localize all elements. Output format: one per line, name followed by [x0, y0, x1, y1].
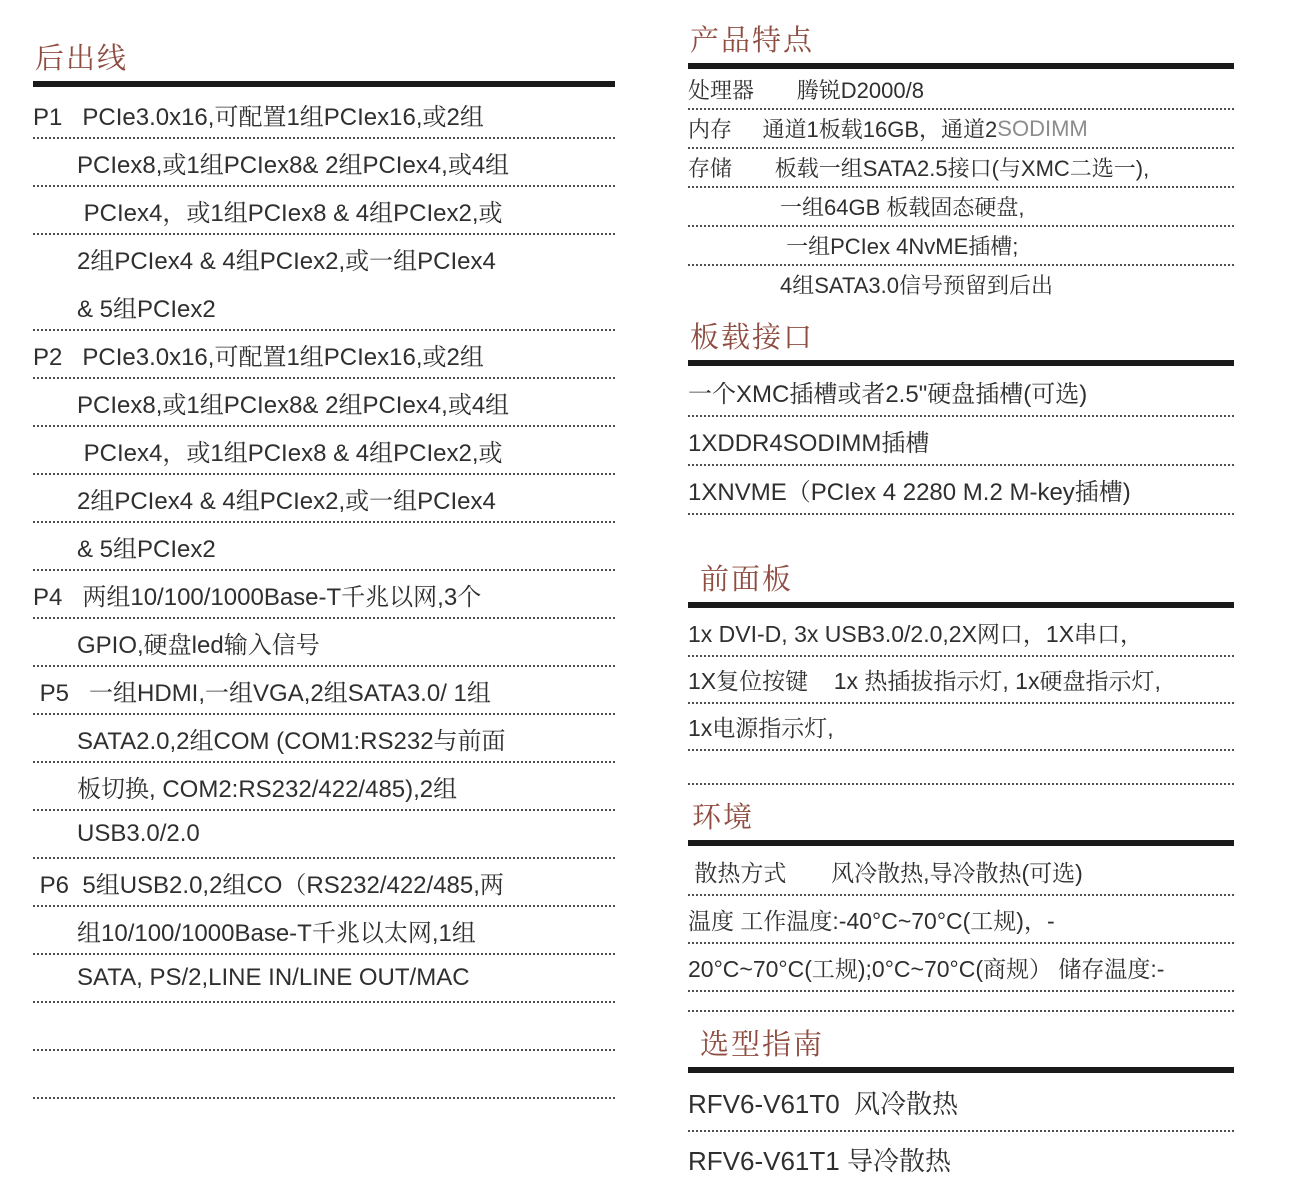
- spec-line: [688, 1075, 1234, 1132]
- heading-rule: [688, 63, 1234, 69]
- spec-line: [33, 715, 615, 763]
- spec-line: [688, 110, 1234, 149]
- spec-line-text: 组10/100/1000Base-T千兆以太网,1组: [77, 919, 476, 947]
- onboard-title: 板载接口: [690, 322, 815, 354]
- spec-line-text: RFV6-V61T1 导冷散热: [688, 1146, 951, 1176]
- spec-line: [33, 1003, 615, 1051]
- env-title: 环境: [692, 802, 755, 834]
- spec-line: [688, 848, 1234, 896]
- spec-line: [33, 619, 615, 667]
- spec-line: [33, 91, 615, 139]
- spec-line-text: 20°C~70°C(工规);0°C~70°C(商规） 储存温度:-: [688, 955, 1165, 982]
- spec-line-text: 存储 板载一组SATA2.5接口(与XMC二选一),: [688, 156, 1150, 181]
- spec-line: [33, 475, 615, 523]
- spec-line: [33, 283, 615, 331]
- spec-line: [688, 466, 1234, 515]
- front-title: 前面板: [700, 564, 794, 596]
- spec-line: [33, 763, 615, 811]
- spec-line-text: 一个XMC插槽或者2.5"硬盘插槽(可选): [688, 381, 1088, 408]
- dotted-separator: [688, 783, 1234, 785]
- spec-line: [33, 859, 615, 907]
- spec-line-text: & 5组PCIex2: [77, 295, 216, 323]
- spec-line-text: 1x电源指示灯,: [688, 715, 834, 741]
- spec-line-text: P6 5组USB2.0,2组CO（RS232/422/485,两: [33, 871, 504, 899]
- spec-line-text: P4 两组10/100/1000Base-T千兆以网,3个: [33, 583, 482, 611]
- spec-line-text: PCIex8,或1组PCIex8& 2组PCIex4,或4组: [77, 391, 510, 419]
- spec-line: [33, 235, 615, 283]
- spec-line-text: 1X复位按键 1x 热插拔指示灯, 1x硬盘指示灯,: [688, 668, 1161, 694]
- spec-line-text: PCIex4，或1组PCIex8 & 4组PCIex2,或: [77, 199, 503, 227]
- spec-line: [33, 955, 615, 1003]
- select-section: [688, 1010, 1234, 1189]
- spec-line-text: 内存 通道1板载16GB，通道2: [688, 117, 998, 142]
- spec-line-text: P1 PCIe3.0x16,可配置1组PCIex16,或2组: [33, 103, 484, 131]
- heading-rule: [33, 81, 615, 87]
- spec-line-text: 1x DVI-D, 3x USB3.0/2.0,2X网口，1X串口，: [688, 621, 1144, 647]
- spec-line: [688, 896, 1234, 944]
- spec-line-text: 温度 工作温度:-40°C~70°C(工规)，-: [688, 907, 1055, 934]
- spec-line-muted-text: SODIMM: [997, 115, 1088, 141]
- spec-line: [33, 331, 615, 379]
- spec-line-text: RFV6-V61T0 风冷散热: [688, 1089, 959, 1119]
- heading-rule: [688, 1067, 1234, 1073]
- spec-line-text: P2 PCIe3.0x16,可配置1组PCIex16,或2组: [33, 343, 484, 371]
- spec-line: [688, 368, 1234, 417]
- spec-line: [688, 188, 1234, 227]
- heading-rule: [688, 360, 1234, 366]
- spec-line-text: GPIO,硬盘led输入信号: [77, 631, 320, 659]
- env-section: [688, 783, 1234, 992]
- spec-line-text: 4组SATA3.0信号预留到后出: [780, 273, 1054, 298]
- spec-line: [33, 523, 615, 571]
- spec-line: [688, 266, 1234, 305]
- spec-line-text: SATA2.0,2组COM (COM1:RS232与前面: [77, 727, 506, 755]
- spec-line-text: 1XNVME（PCIex 4 2280 M.2 M-key插槽): [688, 479, 1131, 506]
- spec-line: [688, 704, 1234, 751]
- spec-line: [688, 657, 1234, 704]
- select-title: 选型指南: [700, 1029, 825, 1061]
- heading-rule: [688, 840, 1234, 846]
- dotted-separator: [688, 1010, 1234, 1012]
- rear-io-title: 后出线: [35, 43, 129, 75]
- features-section: [688, 22, 1234, 305]
- spec-line-text: 散热方式 风冷散热,导冷散热(可选): [688, 859, 1083, 886]
- spec-line-text: SATA, PS/2,LINE IN/LINE OUT/MAC: [77, 964, 470, 991]
- spec-line: [33, 667, 615, 715]
- spec-line: [688, 227, 1234, 266]
- spec-line-text: 处理器 腾锐D2000/8: [688, 78, 924, 103]
- spec-line: [688, 944, 1234, 992]
- rear-io-section: [33, 40, 615, 1099]
- spec-line: [33, 427, 615, 475]
- front-section: [688, 561, 1234, 751]
- spec-line-text: P5 一组HDMI,一组VGA,2组SATA3.0/ 1组: [33, 679, 491, 707]
- spec-line: [33, 187, 615, 235]
- spec-line-text: PCIex8,或1组PCIex8& 2组PCIex4,或4组: [77, 151, 510, 179]
- spec-line-text: 板切换, COM2:RS232/422/485),2组: [77, 775, 458, 803]
- spec-line: [688, 71, 1234, 110]
- spec-line: [33, 379, 615, 427]
- spec-line-text: 2组PCIex4 & 4组PCIex2,或一组PCIex4: [77, 247, 496, 275]
- spec-line: [33, 1051, 615, 1099]
- spec-line-text: USB3.0/2.0: [77, 820, 200, 847]
- spec-line: [33, 907, 615, 955]
- spec-line: [688, 610, 1234, 657]
- features-title: 产品特点: [690, 25, 815, 57]
- onboard-section: [688, 319, 1234, 515]
- spec-line-text: 2组PCIex4 & 4组PCIex2,或一组PCIex4: [77, 487, 496, 515]
- spec-line-text: 1XDDR4SODIMM插槽: [688, 430, 930, 457]
- spec-line: [33, 571, 615, 619]
- spec-line-text: & 5组PCIex2: [77, 535, 216, 563]
- right-specs-column: [688, 22, 1234, 1189]
- spec-line-text: PCIex4，或1组PCIex8 & 4组PCIex2,或: [77, 439, 503, 467]
- spec-line: [688, 1132, 1234, 1189]
- spec-line-text: 一组64GB 板载固态硬盘,: [780, 195, 1025, 220]
- heading-rule: [688, 602, 1234, 608]
- spec-line: [33, 139, 615, 187]
- spec-line: [688, 417, 1234, 466]
- spec-line: [688, 149, 1234, 188]
- spec-line-text: 一组PCIex 4NvME插槽;: [780, 234, 1019, 259]
- spec-line: [33, 811, 615, 859]
